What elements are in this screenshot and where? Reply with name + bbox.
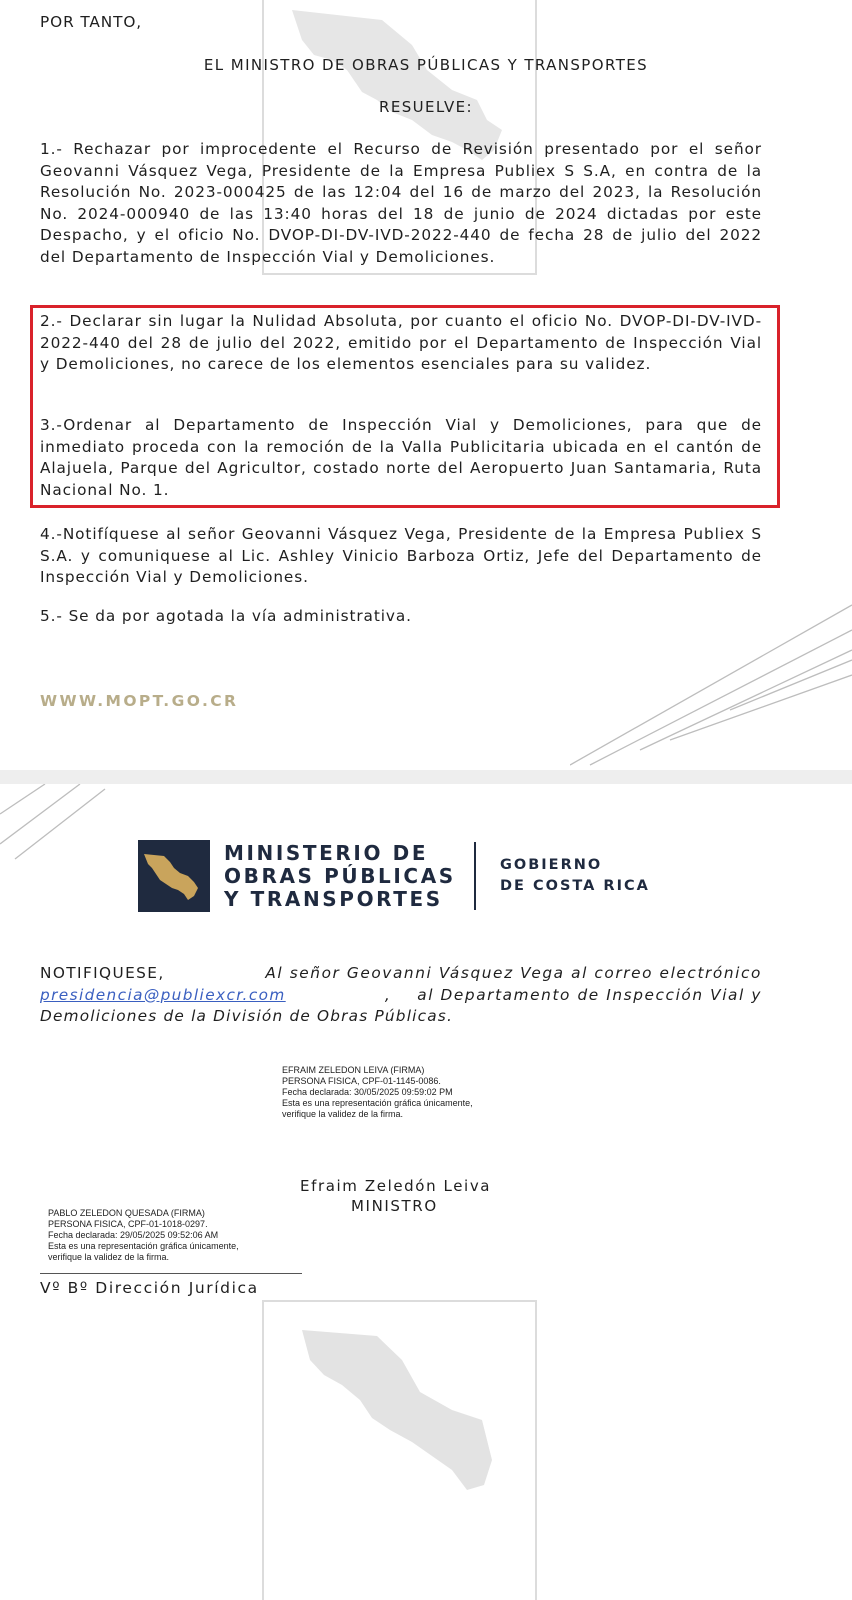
logo-line-2: OBRAS PÚBLICAS [224,864,456,888]
resolution-item-5: 5.- Se da por agotada la vía administrativa. [40,607,412,625]
gobierno-line-1: GOBIERNO [500,857,603,873]
page-separator [0,770,852,784]
signer-title: MINISTRO [351,1197,438,1215]
sig1-line-1: EFRAIM ZELEDON LEIVA (FIRMA) [282,1065,425,1075]
notifiquese-paragraph [40,963,762,1028]
sig1-line-3: Fecha declarada: 30/05/2025 09:59:02 PM [282,1087,453,1097]
resolution-item-2: 2.- Declarar sin lugar la Nulidad Absoluta, por cuanto el oficio No. DVOP-DI-DV-IVD-2022-440 del 28 de julio del 2022, emitido por el Departamento de Inspección Vial y Demoliciones, no carece de los elementos esenciales para su validez. [40,312,762,374]
resuelve-heading: RESUELVE: [379,98,473,116]
notifiquese-label: NOTIFIQUESE, [40,964,165,982]
sig2-line-3: Fecha declarada: 29/05/2025 09:52:06 AM [48,1230,219,1240]
notifiquese-text-1: Al señor Geovanni Vásquez Vega al correo electrónico [265,964,762,982]
logo-line-1: MINISTERIO DE [224,841,429,865]
costa-rica-map-icon [138,840,210,912]
resolution-item-3: 3.-Ordenar al Departamento de Inspección Vial y Demoliciones, para que de inmediato proceda con la remoción de la Valla Publicitaria ubicada en el cantón de Alajuela, Parque del Agricultor, costado norte del Aeropuerto Juan Santamaria, Ruta Nacional No. 1. [40,416,762,499]
sig1-line-4: Esta es una representación gráfica únicamente, [282,1098,473,1108]
resolution-item-4: 4.-Notifíquese al señor Geovanni Vásquez Vega, Presidente de la Empresa Publiex S S.A. y comuniquese al Lic. Ashley Vinicio Barboza Ortiz, Jefe del Departamento de Inspección Vial y Demoliciones. [40,525,762,587]
decorative-lines-left [0,784,110,864]
vobo-label: Vº Bº Dirección Jurídica [40,1279,259,1297]
sig2-line-5: verifique la validez de la firma. [48,1252,170,1262]
signature-line [40,1273,302,1274]
website-link[interactable]: WWW.MOPT.GO.CR [40,692,239,710]
ministry-logo [138,840,678,912]
email-link[interactable]: presidencia@publiexcr.com [40,985,286,1004]
sig2-line-1: PABLO ZELEDON QUESADA (FIRMA) [48,1208,205,1218]
signature-block-minister [282,1065,473,1120]
sig1-line-2: PERSONA FISICA, CPF-01-1145-0086. [282,1076,441,1086]
ministro-heading: EL MINISTRO DE OBRAS PÚBLICAS Y TRANSPORTES [203,56,649,74]
signature-block-legal [48,1208,239,1263]
logo-line-3: Y TRANSPORTES [224,887,443,911]
gobierno-line-2: DE COSTA RICA [500,878,650,894]
sig2-line-2: PERSONA FISICA, CPF-01-1018-0297. [48,1219,208,1229]
watermark-map-bottom [262,1300,537,1600]
notifiquese-text-2: , al Departamento de Inspección Vial y [384,985,762,1004]
sig1-line-5: verifique la validez de la firma. [282,1109,404,1119]
sig2-line-4: Esta es una representación gráfica únicamente, [48,1241,239,1251]
logo-divider [474,842,476,910]
signer-name: Efraim Zeledón Leiva [300,1177,492,1195]
por-tanto: POR TANTO, [40,13,143,31]
resolution-item-1: 1.- Rechazar por improcedente el Recurso de Revisión presentado por el señor Geovanni Vásquez Vega, Presidente de la Empresa Publiex S S.A, en contra de la Resolución No. 2023-000425 de las 12:04 del 16 de marzo del 2023, la Resolución No. 2024-000940 de las 13:40 horas del 18 de junio de 2024 dictadas por este Despacho, y el oficio No. DVOP-DI-DV-IVD-2022-440 de fecha 28 de julio del 2022 del Departamento de Inspección Vial y Demoliciones. [40,140,762,266]
notifiquese-text-3: Demoliciones de la División de Obras Públicas. [40,1007,454,1026]
